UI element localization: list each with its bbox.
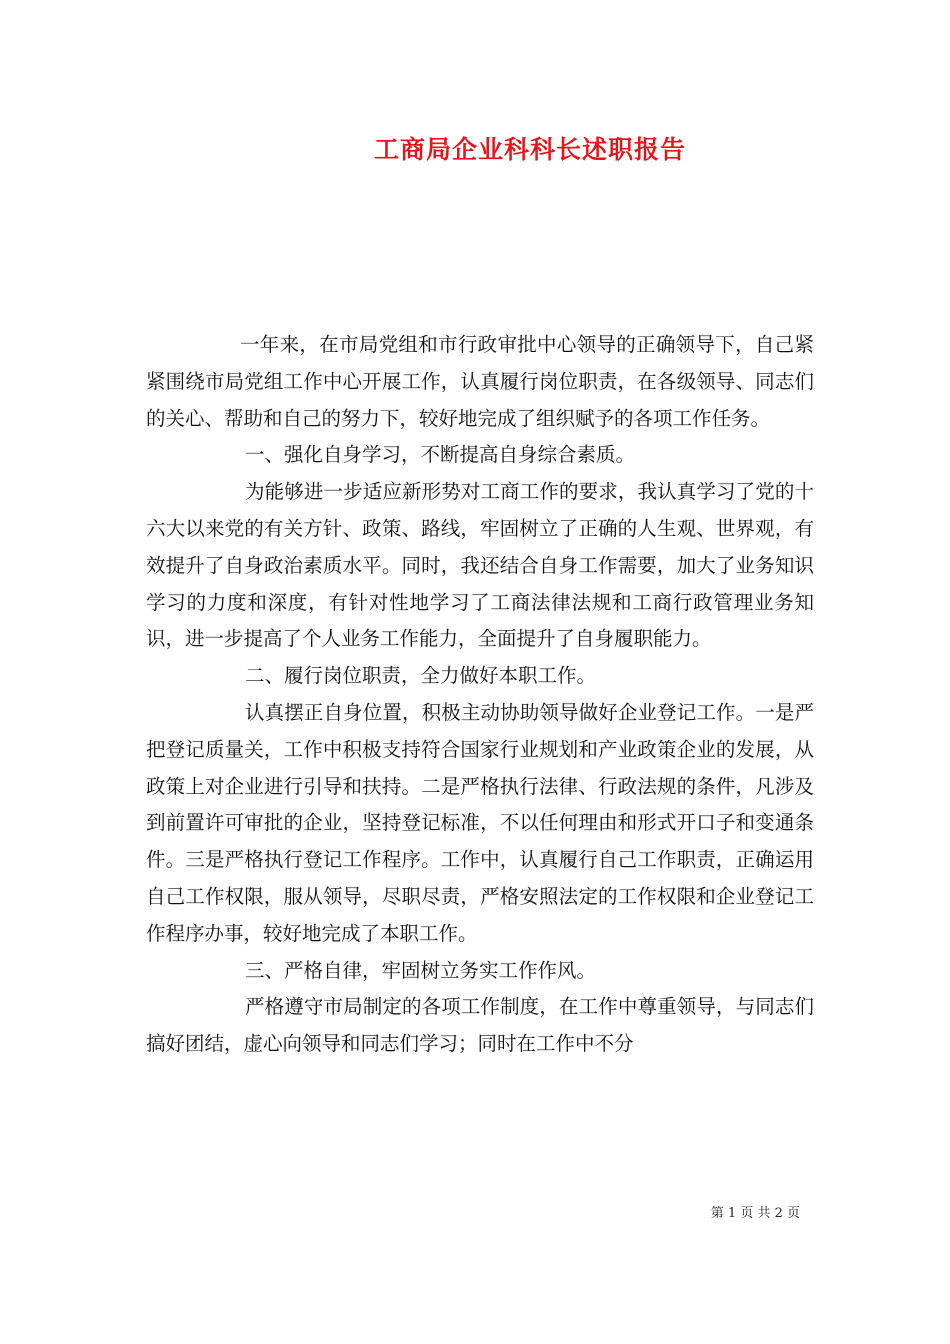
section-heading-3: 三、严格自律，牢固树立务实工作作风。 <box>245 958 597 982</box>
section-heading-1: 一、强化自身学习，不断提高自身综合素质。 <box>245 443 636 467</box>
page-number: 第 1 页 共 2 页 <box>710 1206 800 1221</box>
document-title: 工商局企业科科长述职报告 <box>373 135 686 164</box>
paragraph-discipline: 严格遵守市局制定的各项工作制度，在工作中尊重领导，与同志们搞好团结，虚心向领导和同志们学习；同时在工作中不分 <box>146 995 814 1056</box>
document-body <box>146 327 814 1063</box>
paragraph-intro: 一年来，在市局党组和市行政审批中心领导的正确领导下，自己紧紧围绕市局党组工作中心开展工作，认真履行岗位职责，在各级领导、同志们的关心、帮助和自己的努力下，较好地完成了组织赋予的各项工作任务。 <box>146 333 814 430</box>
paragraph-duties: 认真摆正自身位置，积极主动协助领导做好企业登记工作。一是严把登记质量关，工作中积极支持符合国家行业规划和产业政策企业的发展，从政策上对企业进行引导和扶持。二是严格执行法律、行政法规的条件，凡涉及到前置许可审批的企业，坚持登记标准，不以任何理由和形式开口子和变通条件。三是严格执行登记工作程序。工作中，认真履行自己工作职责，正确运用自己工作权限，服从领导，尽职尽责，严格安照法定的工作权限和企业登记工作程序办事，较好地完成了本职工作。 <box>146 700 814 945</box>
section-heading-2: 二、履行岗位职责，全力做好本职工作。 <box>245 664 597 688</box>
paragraph-study: 为能够进一步适应新形势对工商工作的要求，我认真学习了党的十六大以来党的有关方针、政策、路线，牢固树立了正确的人生观、世界观，有效提升了自身政治素质水平。同时，我还结合自身工作需要，加大了业务知识学习的力度和深度，有针对性地学习了工商法律法规和工商行政管理业务知识，进一步提高了个人业务工作能力，全面提升了自身履职能力。 <box>146 480 814 651</box>
